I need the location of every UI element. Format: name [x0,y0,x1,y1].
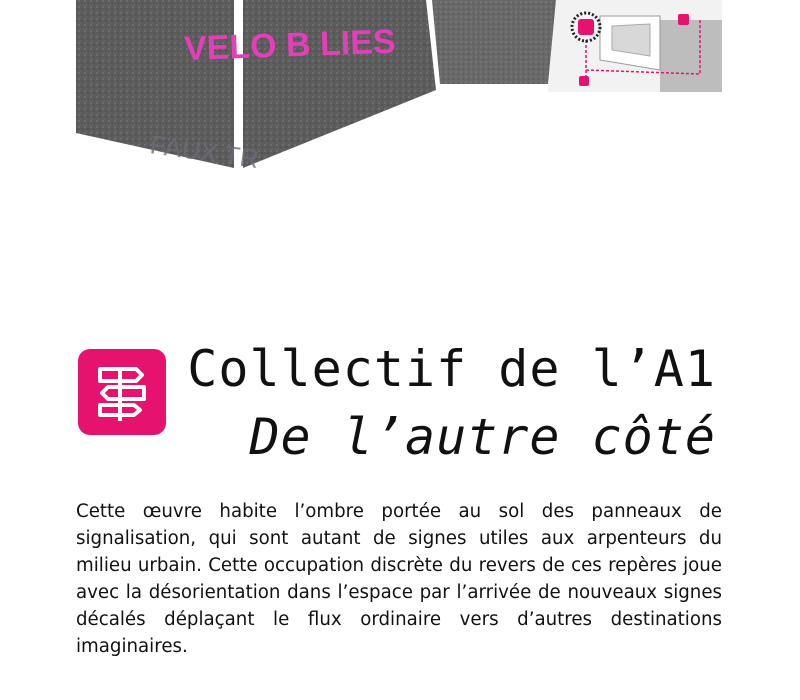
shadow-text: FAUX TR [148,129,261,175]
signpost-icon [78,349,166,435]
photo-panel-3 [432,0,556,84]
page-subtitle: De l’autre côté [249,408,716,466]
photo-collage [0,0,800,175]
road-marking-text: VELO B LIES [183,22,397,69]
photo-strip [0,0,800,175]
page-title: Collectif de l’A1 [187,340,716,398]
description-paragraph: Cette œuvre habite l’ombre portée au sol des panneaux de signalisation, qui sont autant de signes utiles aux arpenteurs du milieu urbain. Cette occupation discrète du revers de ces repères joue avec la désorientation dans l’espace par l’arrivée de nouveaux signes décalés déplaçant le flux ordinaire vers d’autres destinations imaginaires. [76,501,722,658]
map-panel [548,0,722,92]
